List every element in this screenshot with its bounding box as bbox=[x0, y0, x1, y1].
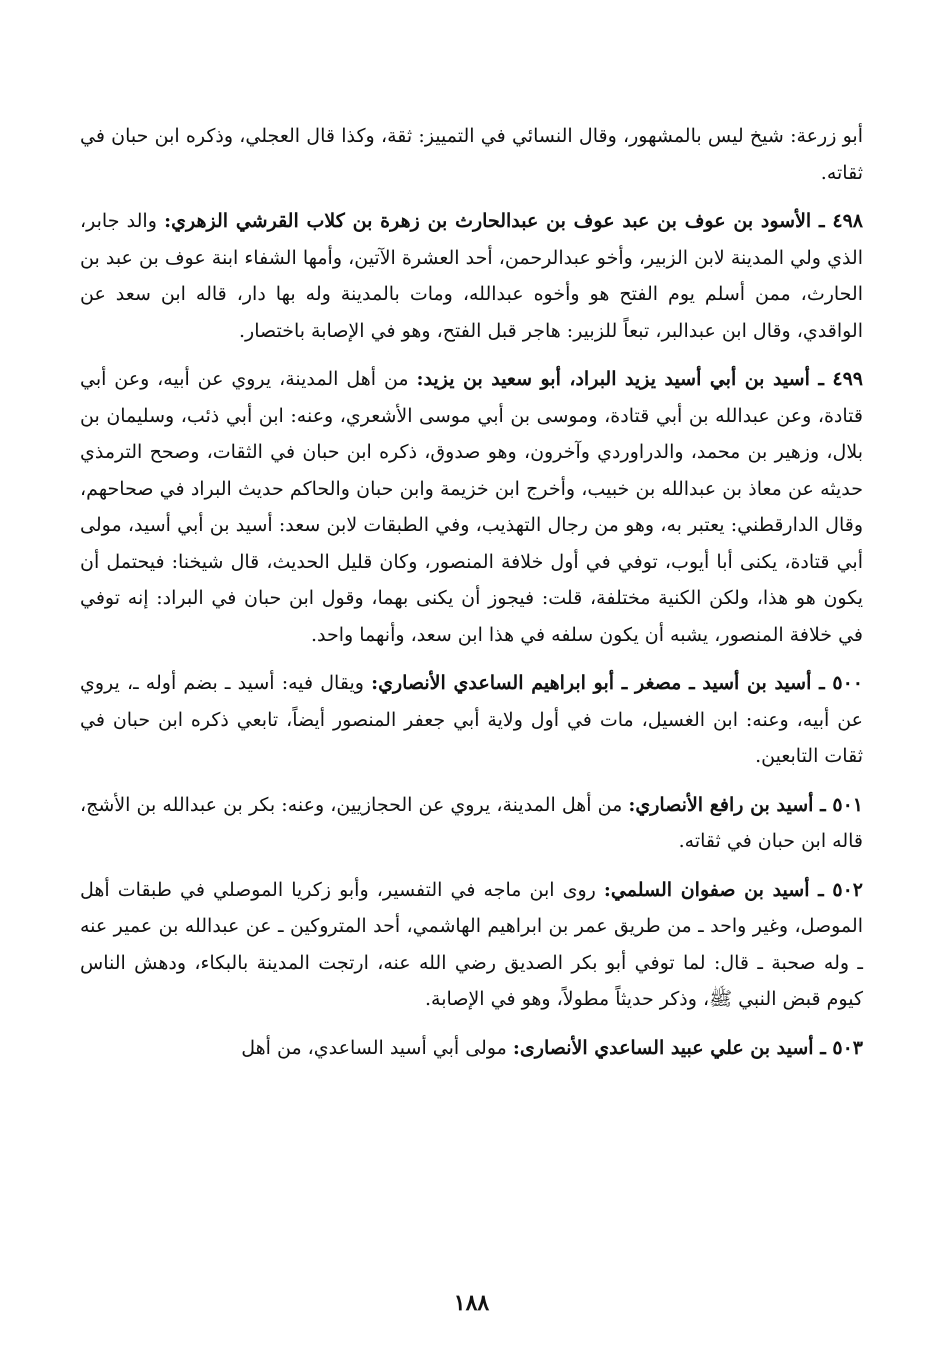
entry-499-head: ٤٩٩ ـ أسيد بن أبي أسيد يزيد البراد، أبو سعيد بن يزيد: bbox=[416, 368, 863, 390]
entry-499-body: من أهل المدينة، يروي عن أبيه، وعن أبي قتادة، وعن عبدالله بن أبي قتادة، وموسى بن أبي موسى الأشعري، وعنه: ابن أبي ذئب، وسليمان بن بلال، وزهير بن محمد، والدراوردي وآخرون، وهو صدوق، ذكره ابن حبان في الثقات، وصحح الترمذي حديثه عن معاذ بن عبدالله بن خبيب، وأخرج ابن خزيمة وابن حبان والحاكم حديث البراد في صحاحهم، وقال الدارقطني: يعتبر به، وهو من رجال التهذيب، وفي الطبقات لابن سعد: أسيد بن أبي أسيد، مولى أبي قتادة، يكنى أبا أيوب، توفي في أول خلافة المنصور، وكان قليل الحديث، قال شيخنا: فيحتمل أن يكون هو هذا، ولكن الكنية مختلفة، قلت: فيجوز أن يكنى بهما، وقول ابن حبان في البراد: إنه توفي في خلافة المنصور، يشبه أن يكون سلفه في هذا ابن سعد، وأنهما واحد. bbox=[80, 368, 863, 646]
entry-503 bbox=[80, 1030, 863, 1067]
page-number: ١٨٨ bbox=[453, 1290, 490, 1316]
entry-498-head: ٤٩٨ ـ الأسود بن عوف بن عبد عوف بن عبدالحارث بن زهرة بن كلاب القرشي الزهري: bbox=[164, 210, 863, 232]
entry-502 bbox=[80, 872, 863, 1018]
entry-503-body: مولى أبي أسيد الساعدي، من أهل bbox=[241, 1036, 513, 1059]
entry-500-head: ٥٠٠ ـ أسيد بن أسيد ـ مصغر ـ أبو ابراهيم الساعدي الأنصاري: bbox=[371, 672, 863, 694]
entry-499 bbox=[80, 361, 863, 653]
page-body bbox=[80, 118, 863, 1066]
entry-502-body: روى ابن ماجه في التفسير، وأبو زكريا الموصلي في طبقات أهل الموصل، وغير واحد ـ من طريق عمر بن ابراهيم الهاشمي، أحد المتروكين ـ عن عبدالله بن عمير عنه ـ وله صحبة ـ قال: لما توفي أبو بكر الصديق رضي الله عنه، ارتجت المدينة بالبكاء، ودهش الناس كيوم قبض النبي ﷺ، وذكر حديثاً مطولاً، وهو في الإصابة. bbox=[80, 878, 863, 1010]
entry-498-body: والد جابر، الذي ولي المدينة لابن الزبير، وأخو عبدالرحمن، أحد العشرة الآتين، وأمها الشفاء ابنة عوف بن عبد بن الحارث، ممن أسلم يوم الفتح هو وأخوه عبدالله، ومات بالمدينة وله بها دار، قاله ابن سعد عن الواقدي، وقال ابن عبدالبر، تبعاً للزبير: هاجر قبل الفتح، وهو في الإصابة باختصار. bbox=[80, 210, 863, 342]
entry-501-head: ٥٠١ ـ أسيد بن رافع الأنصاري: bbox=[628, 793, 863, 816]
entry-502-head: ٥٠٢ ـ أسيد بن صفوان السلمي: bbox=[603, 878, 863, 901]
entry-500 bbox=[80, 665, 863, 775]
entry-498 bbox=[80, 203, 863, 349]
entry-503-head: ٥٠٣ ـ أسيد بن علي عبيد الساعدي الأنصارى: bbox=[512, 1036, 863, 1059]
entry-500-body: ويقال فيه: أسيد ـ بضم أوله ـ، يروي عن أبيه، وعنه: ابن الغسيل، مات في أول ولاية أبي جعفر المنصور أيضاً، تابعي ذكره ابن حبان في ثقات التابعين. bbox=[80, 672, 863, 767]
entry-501-body: من أهل المدينة، يروي عن الحجازيين، وعنه: بكر بن عبدالله بن الأشج، قاله ابن حبان في ثقاته. bbox=[80, 793, 863, 852]
entry-501 bbox=[80, 787, 863, 860]
intro-paragraph: أبو زرعة: شيخ ليس بالمشهور، وقال النسائي في التمييز: ثقة، وكذا قال العجلي، وذكره ابن حبان في ثقاته. bbox=[80, 125, 863, 184]
